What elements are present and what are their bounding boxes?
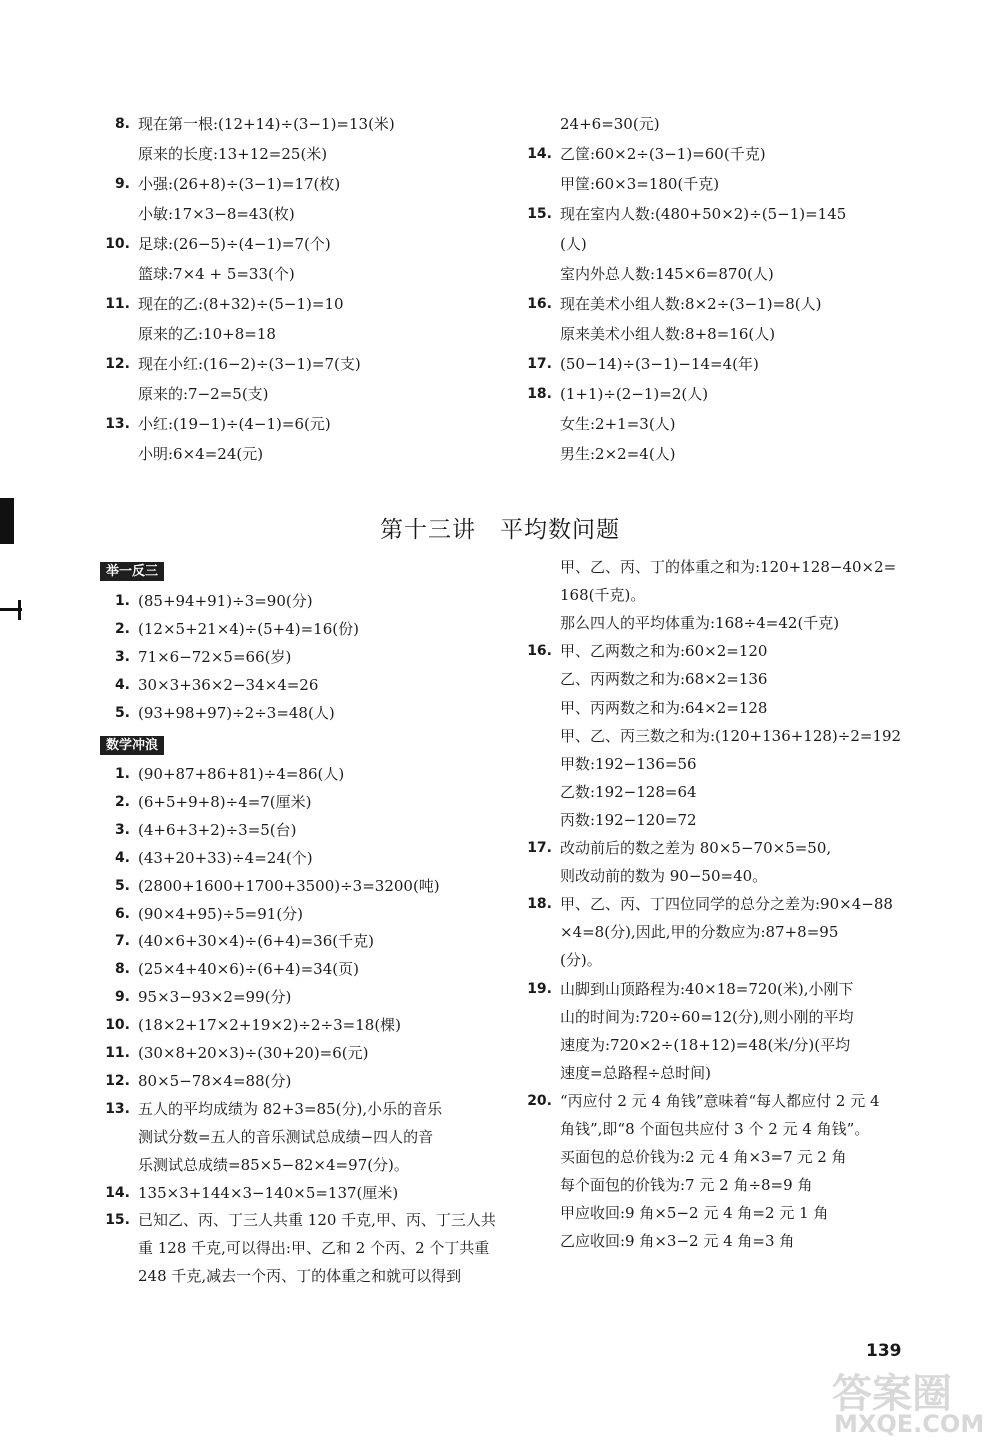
answer-text: 小敏:17×3−8=43(枚) bbox=[138, 205, 295, 223]
answer-text: 乐测试总成绩=85×5−82×4=97(分)。 bbox=[138, 1155, 409, 1174]
question-number: 15. bbox=[105, 1212, 130, 1229]
question-number: 18. bbox=[527, 896, 552, 913]
question-number: 1. bbox=[114, 766, 130, 782]
answer-text: (18×2+17×2+19×2)÷2÷3=18(棵) bbox=[138, 1016, 402, 1035]
answer-text: (分)。 bbox=[560, 951, 602, 970]
answer-text: 乙筐:60×2÷(3−1)=60(千克) bbox=[560, 145, 766, 163]
answer-text: 乙数:192−128=64 bbox=[560, 782, 697, 801]
question-number: 3. bbox=[114, 649, 130, 665]
answer-text: 甲、乙、丙、丁的体重之和为:120+128−40×2= bbox=[560, 558, 897, 576]
section-title: 第十三讲 平均数问题 bbox=[380, 517, 620, 543]
answer-text: 女生:2+1=3(人) bbox=[560, 415, 676, 433]
question-number: 8. bbox=[114, 116, 130, 132]
bottom-right-column bbox=[518, 557, 938, 1257]
question-number: 7. bbox=[114, 933, 130, 950]
answer-text: 甲、乙两数之和为:60×2=120 bbox=[560, 642, 768, 661]
answer-text: 篮球:7×4 + 5=33(个) bbox=[138, 265, 295, 283]
answer-text: 168(千克)。 bbox=[560, 586, 646, 605]
answer-text: 现在的乙:(8+32)÷(5−1)=10 bbox=[138, 295, 344, 313]
answer-text: 丙数:192−120=72 bbox=[560, 810, 697, 829]
question-number: 4. bbox=[114, 677, 130, 693]
list-jyfs bbox=[96, 591, 496, 731]
answer-text: 135×3+144×3−140×5=137(厘米) bbox=[138, 1183, 399, 1202]
answer-text: 现在第一根:(12+14)÷(3−1)=13(米) bbox=[138, 115, 395, 133]
question-number: 11. bbox=[105, 296, 130, 312]
question-number: 14. bbox=[105, 1184, 130, 1201]
answer-text: 原来的长度:13+12=25(米) bbox=[138, 145, 328, 163]
answer-text: 改动前后的数之差为 80×5−70×5=50, bbox=[560, 839, 832, 857]
answer-text: 已知乙、丙、丁三人共重 120 千克,甲、丙、丁三人共 bbox=[138, 1211, 496, 1230]
answer-text: 室内外总人数:145×6=870(人) bbox=[560, 265, 774, 283]
answer-text: 现在美术小组人数:8×2÷(3−1)=8(人) bbox=[560, 295, 822, 313]
answer-text: (90+87+86+81)÷4=86(人) bbox=[138, 765, 345, 783]
top-left-column bbox=[96, 114, 496, 474]
answer-text: 山脚到山顶路程为:40×18=720(米),小刚下 bbox=[560, 979, 854, 998]
answer-text: 80×5−78×4=88(分) bbox=[138, 1071, 292, 1090]
answer-text: 甲、乙、丙三数之和为:(120+136+128)÷2=192 bbox=[560, 726, 902, 745]
question-number: 17. bbox=[527, 840, 552, 856]
question-number: 9. bbox=[114, 176, 130, 192]
question-number: 18. bbox=[527, 386, 552, 402]
answer-text: 重 128 千克,可以得出:甲、乙和 2 个丙、2 个丁共重 bbox=[138, 1239, 490, 1258]
answer-text: 速度=总路程÷总时间) bbox=[560, 1063, 711, 1082]
answer-text: 买面包的总价钱为:2 元 4 角×3=7 元 2 角 bbox=[560, 1148, 847, 1167]
question-number: 16. bbox=[527, 643, 552, 660]
question-number: 13. bbox=[105, 1100, 130, 1117]
answer-text: 95×3−93×2=99(分) bbox=[138, 988, 292, 1007]
answer-text: 足球:(26−5)÷(4−1)=7(个) bbox=[138, 235, 331, 253]
answer-text: ×4=8(分),因此,甲的分数应为:87+8=95 bbox=[560, 923, 839, 942]
answer-text: 小明:6×4=24(元) bbox=[138, 445, 264, 463]
answer-text: 甲筐:60×3=180(千克) bbox=[560, 175, 720, 193]
question-number: 14. bbox=[527, 146, 552, 162]
question-number: 16. bbox=[527, 296, 552, 312]
answer-text: 248 千克,减去一个丙、丁的体重之和就可以得到 bbox=[138, 1267, 462, 1286]
answer-text: (43+20+33)÷4=24(个) bbox=[138, 848, 313, 867]
watermark-main: 答案圈 bbox=[832, 1371, 952, 1417]
answer-text: 71×6−72×5=66(岁) bbox=[138, 648, 292, 666]
page-number: 139 bbox=[866, 1341, 902, 1361]
answer-text: (人) bbox=[560, 235, 587, 253]
question-number: 6. bbox=[114, 905, 130, 922]
list-sxcl bbox=[96, 764, 516, 1284]
answer-text: (90×4+95)÷5=91(分) bbox=[138, 904, 304, 923]
question-number: 10. bbox=[105, 1017, 130, 1034]
question-number: 12. bbox=[105, 1072, 130, 1089]
answer-text: “丙应付 2 元 4 角钱”意味着“每人都应付 2 元 4 bbox=[560, 1091, 880, 1110]
answer-text: 小红:(19−1)÷(4−1)=6(元) bbox=[138, 415, 331, 433]
question-number: 17. bbox=[527, 356, 552, 372]
question-number: 12. bbox=[105, 356, 130, 372]
question-number: 2. bbox=[114, 621, 130, 637]
answer-text: 角钱”,即“8 个面包共应付 3 个 2 元 4 角钱”。 bbox=[560, 1120, 870, 1138]
answer-text: (12×5+21×4)÷(5+4)=16(份) bbox=[138, 620, 359, 638]
answer-text: 原来的:7−2=5(支) bbox=[138, 385, 269, 403]
answer-text: 原来的乙:10+8=18 bbox=[138, 325, 276, 343]
question-number: 3. bbox=[114, 821, 130, 838]
answer-text: 原来美术小组人数:8+8=16(人) bbox=[560, 325, 776, 343]
answer-text: 男生:2×2=4(人) bbox=[560, 445, 676, 463]
answer-text: 测试分数=五人的音乐测试总成绩−四人的音 bbox=[138, 1127, 434, 1146]
answer-text: 每个面包的价钱为:7 元 2 角÷8=9 角 bbox=[560, 1176, 813, 1195]
watermark-sub: MXQE.COM bbox=[834, 1410, 985, 1438]
answer-text: 甲应收回:9 角×5−2 元 4 角=2 元 1 角 bbox=[560, 1204, 829, 1223]
answer-text: (25×4+40×6)÷(6+4)=34(页) bbox=[138, 960, 359, 979]
answer-text: 那么四人的平均体重为:168÷4=42(千克) bbox=[560, 614, 840, 633]
answer-text: 甲、丙两数之和为:64×2=128 bbox=[560, 698, 768, 717]
answer-text: 现在室内人数:(480+50×2)÷(5−1)=145 bbox=[560, 205, 847, 223]
answer-text: 小强:(26+8)÷(3−1)=17(枚) bbox=[138, 175, 341, 193]
section-tag-jyfs: 举一反三 bbox=[100, 562, 164, 581]
question-number: 1. bbox=[114, 593, 130, 609]
answer-text: (30×8+20×3)÷(30+20)=6(元) bbox=[138, 1044, 369, 1062]
question-number: 9. bbox=[114, 989, 130, 1006]
section-tag-sxcl: 数学冲浪 bbox=[100, 736, 164, 755]
question-number: 20. bbox=[527, 1092, 552, 1109]
answer-text: 则改动前的数为 90−50=40。 bbox=[560, 867, 768, 886]
answer-text: 甲、乙、丙、丁四位同学的总分之差为:90×4−88 bbox=[560, 895, 893, 914]
answer-text: 现在小红:(16−2)÷(3−1)=7(支) bbox=[138, 355, 361, 373]
answer-text: 甲数:192−136=56 bbox=[560, 754, 697, 773]
question-number: 13. bbox=[105, 416, 130, 432]
question-number: 5. bbox=[114, 705, 130, 721]
answer-text: (6+5+9+8)÷4=7(厘米) bbox=[138, 792, 312, 811]
question-number: 19. bbox=[527, 980, 552, 997]
question-number: 8. bbox=[114, 961, 130, 978]
question-number: 5. bbox=[114, 877, 130, 894]
answer-text: (1+1)÷(2−1)=2(人) bbox=[560, 385, 709, 403]
answer-text: (50−14)÷(3−1)−14=4(年) bbox=[560, 355, 759, 373]
answer-text: 五人的平均成绩为 82+3=85(分),小乐的音乐 bbox=[138, 1099, 443, 1118]
question-number: 11. bbox=[105, 1045, 130, 1061]
answer-text: (4+6+3+2)÷3=5(台) bbox=[138, 820, 297, 839]
binding-mark bbox=[18, 600, 21, 620]
question-number: 4. bbox=[114, 849, 130, 866]
answer-text: 30×3+36×2−34×4=26 bbox=[138, 676, 319, 694]
watermark-logo bbox=[832, 1360, 992, 1440]
answer-text: (93+98+97)÷2÷3=48(人) bbox=[138, 704, 335, 722]
answer-text: (40×6+30×4)÷(6+4)=36(千克) bbox=[138, 932, 374, 951]
question-number: 15. bbox=[527, 206, 552, 222]
answer-text: 24+6=30(元) bbox=[560, 115, 660, 133]
answer-text: (2800+1600+1700+3500)÷3=3200(吨) bbox=[138, 876, 440, 895]
answer-text: 山的时间为:720÷60=12(分),则小刚的平均 bbox=[560, 1007, 854, 1026]
answer-text: 速度为:720×2÷(18+12)=48(米/分)(平均 bbox=[560, 1035, 851, 1054]
answer-text: 乙应收回:9 角×3−2 元 4 角=3 角 bbox=[560, 1232, 795, 1251]
question-number: 2. bbox=[114, 793, 130, 810]
question-number: 10. bbox=[105, 236, 130, 252]
top-right-column bbox=[518, 114, 938, 474]
answer-text: (85+94+91)÷3=90(分) bbox=[138, 592, 313, 610]
answer-text: 乙、丙两数之和为:68×2=136 bbox=[560, 670, 768, 689]
